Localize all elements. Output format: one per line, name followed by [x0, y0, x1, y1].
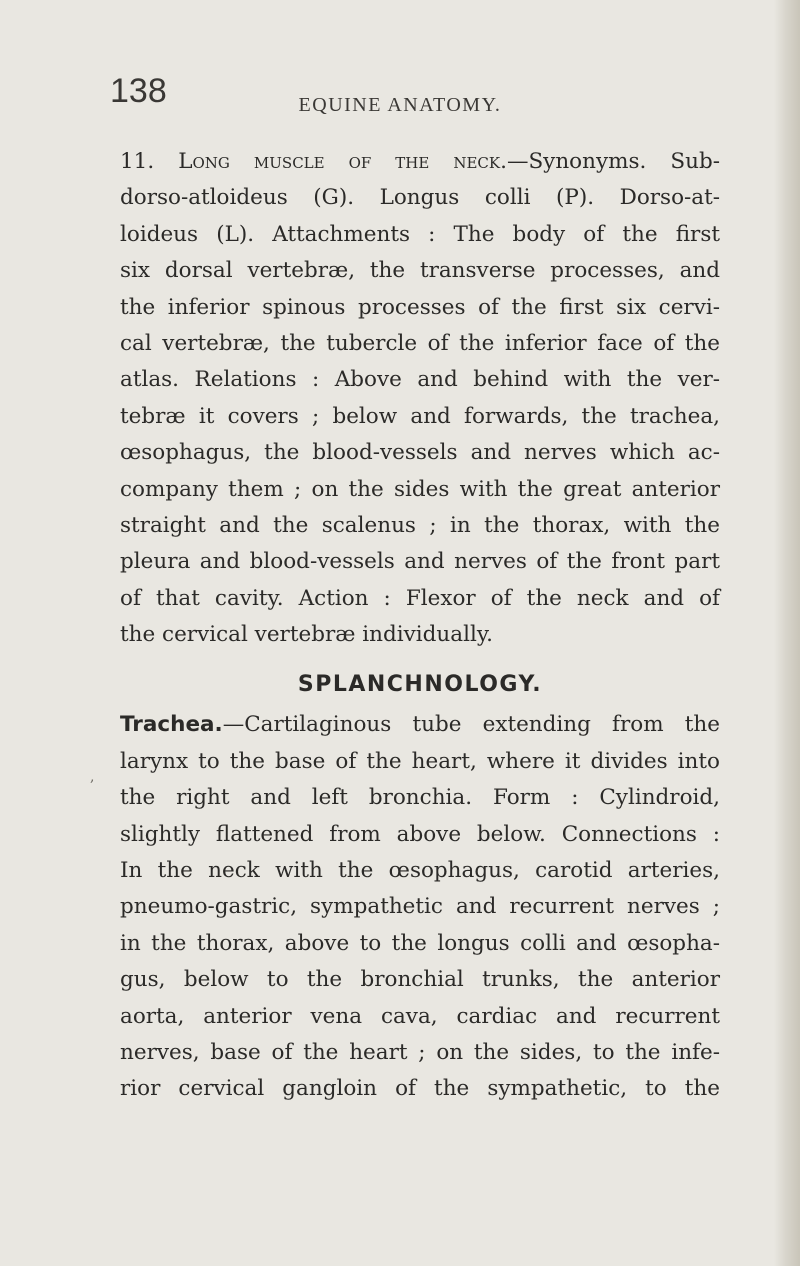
text-line: dorso-atloideus (G). Longus colli (P). Dorso-at- — [120, 185, 720, 211]
text-line: tebræ it covers ; below and forwards, the trachea, — [120, 403, 720, 429]
text-line: in the thorax, above to the longus colli and œsopha- — [120, 930, 720, 956]
text-line: œsophagus, the blood-vessels and nerves which ac- — [120, 440, 720, 466]
section-number: 11. — [120, 149, 155, 174]
text-line: of that cavity. Action : Flexor of the neck and of — [120, 585, 720, 611]
text-line: straight and the scalenus ; in the thorax, with the — [120, 512, 720, 538]
text-line: 11. Long muscle of the neck.—Synonyms. Sub- — [120, 149, 720, 174]
running-head: EQUINE ANATOMY. — [298, 94, 502, 116]
text-line: cal vertebræ, the tubercle of the inferior face of the — [120, 330, 720, 356]
text-line: pleura and blood-vessels and nerves of the front part — [120, 549, 720, 575]
page-header — [0, 72, 800, 116]
section-heading: SPLANCHNOLOGY. — [297, 672, 543, 698]
text-line: slightly flattened from above below. Connections : — [120, 821, 720, 847]
text-line: six dorsal vertebræ, the transverse processes, and — [120, 258, 720, 284]
section-title: Long muscle of the neck. — [178, 149, 507, 174]
text-line: gus, below to the bronchial trunks, the anterior — [120, 967, 720, 993]
text-line: Trachea.—Cartilaginous tube extending from the — [120, 712, 720, 738]
text-line: loideus (L). Attachments : The body of the first — [120, 221, 720, 247]
text-line: larynx to the base of the heart, where it divides into — [120, 748, 720, 774]
text-line: the cervical vertebræ individually. — [120, 622, 493, 648]
text-line: the right and left bronchia. Form : Cylindroid, — [120, 785, 720, 811]
text-line: the inferior spinous processes of the first six cervi- — [120, 294, 720, 320]
page-number: 138 — [110, 72, 167, 110]
text-line: company them ; on the sides with the great anterior — [120, 476, 720, 502]
term-trachea: Trachea. — [120, 712, 223, 738]
stray-mark: , — [90, 769, 95, 785]
text-line: In the neck with the œsophagus, carotid arteries, — [120, 858, 720, 884]
text-line: pneumo-gastric, sympathetic and recurrent nerves ; — [120, 894, 720, 920]
text-line: aorta, anterior vena cava, cardiac and recurrent — [120, 1003, 720, 1029]
text-line: nerves, base of the heart ; on the sides, to the infe- — [120, 1039, 720, 1065]
body-text — [120, 144, 720, 1108]
text-line: atlas. Relations : Above and behind with the ver- — [120, 367, 720, 393]
page-edge — [774, 0, 800, 1266]
text-line: rior cervical gangloin of the sympathetic, to the — [120, 1076, 720, 1102]
